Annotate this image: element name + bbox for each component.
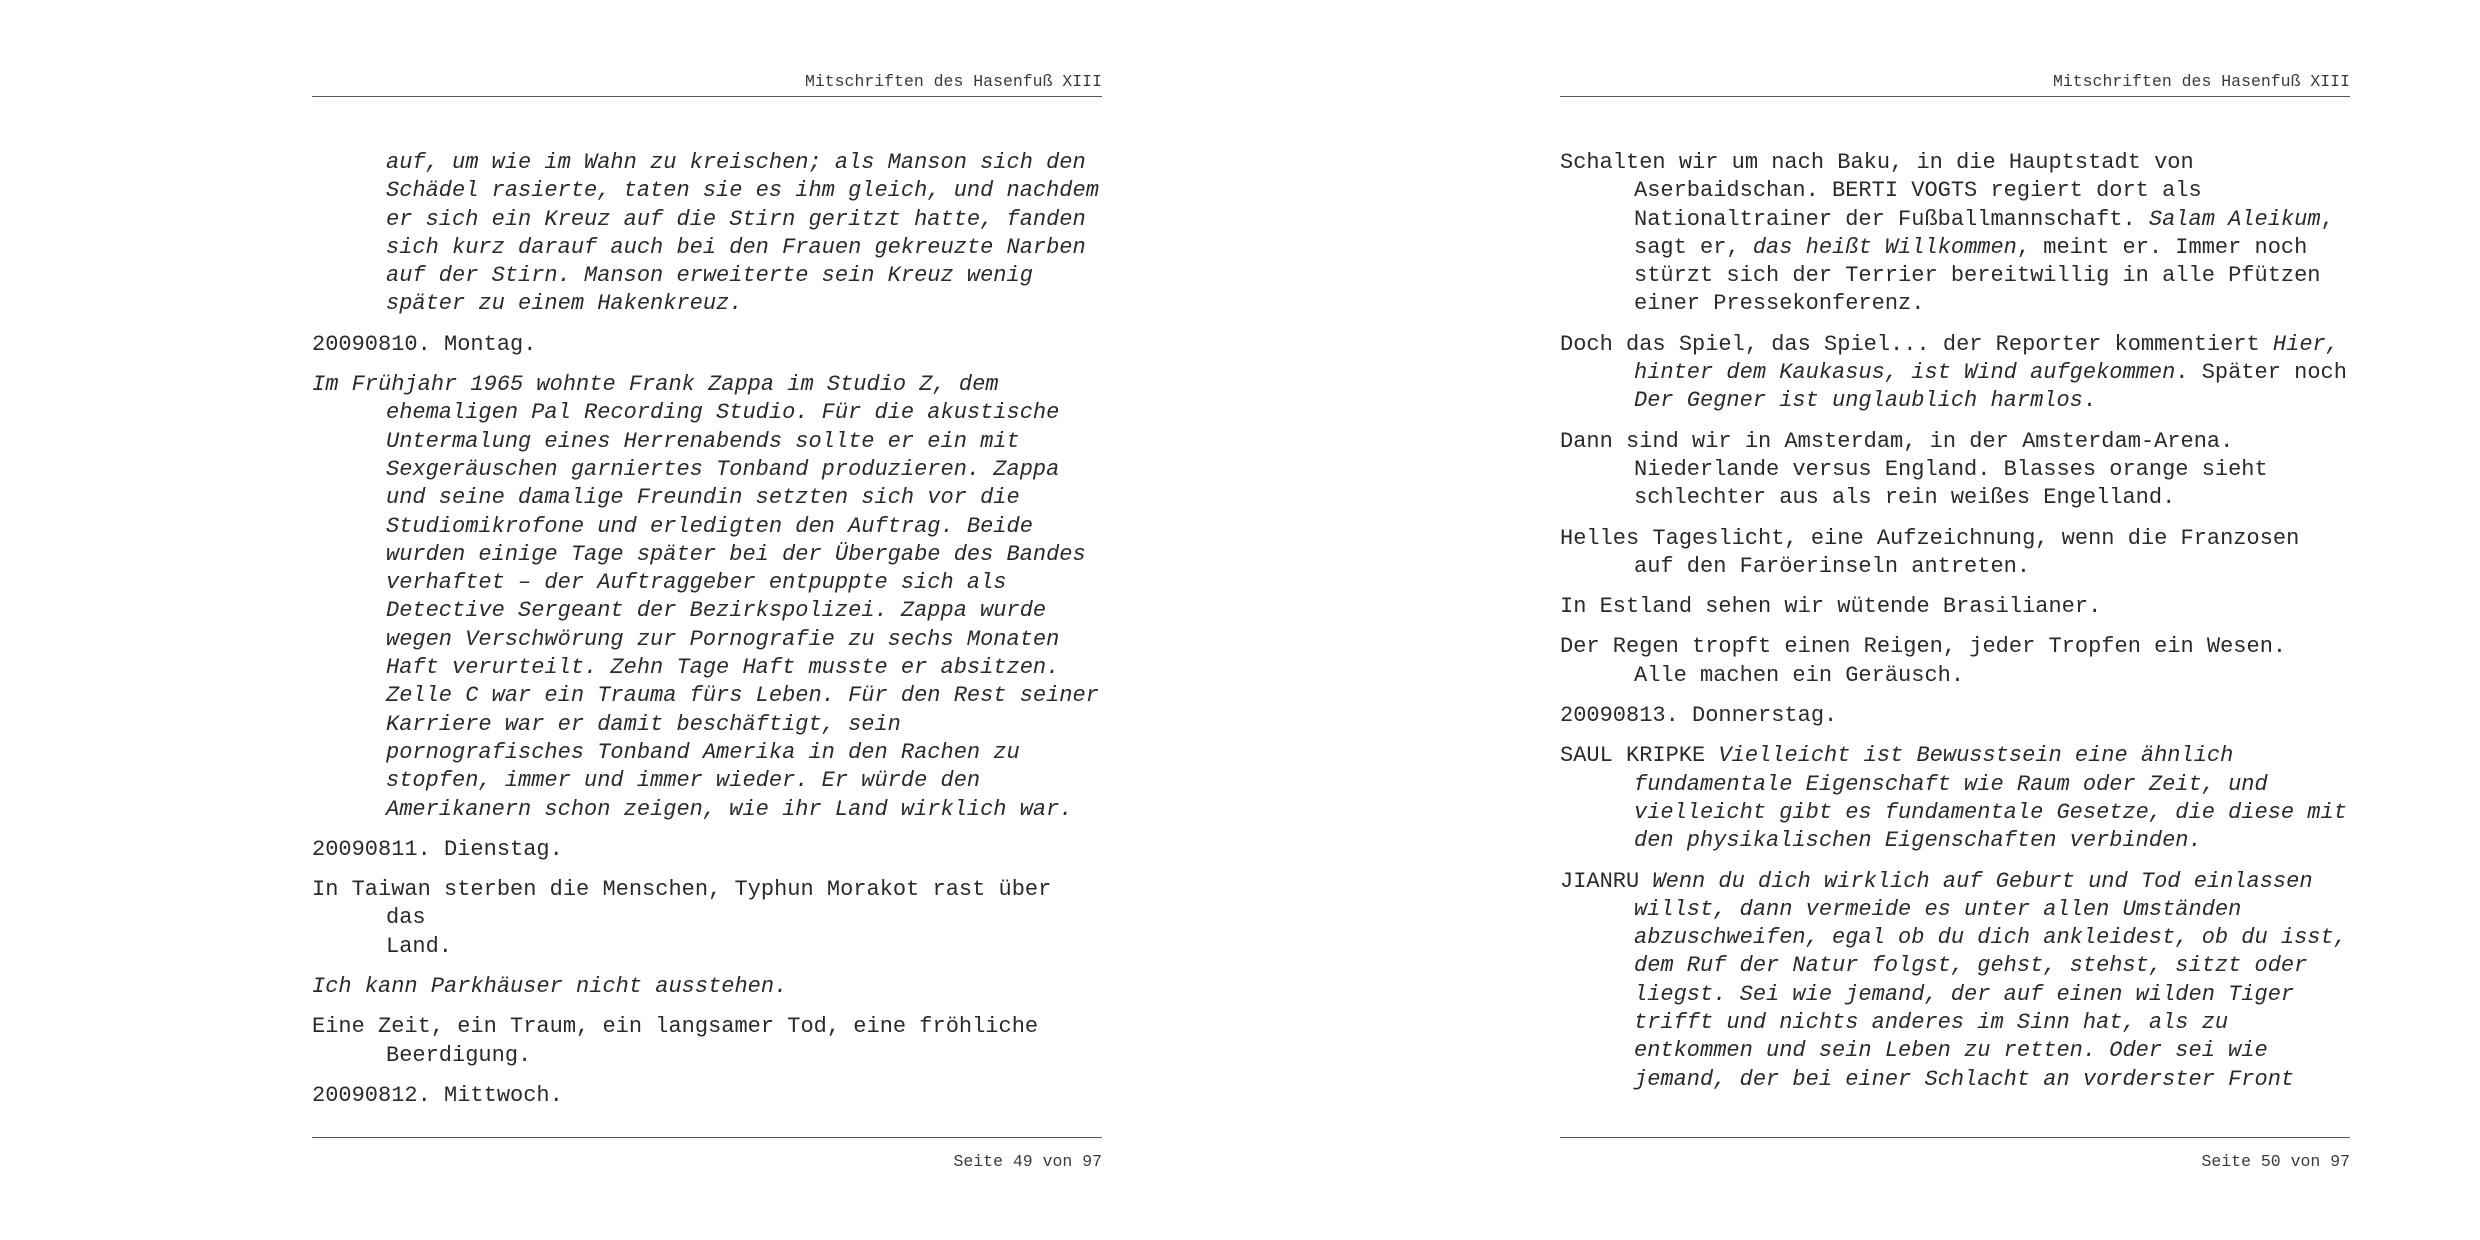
right-page-body	[1560, 149, 2350, 1106]
right-page	[1560, 0, 2350, 1240]
left-page	[312, 0, 1102, 1240]
paragraph-manson: auf, um wie im Wahn zu kreischen; als Manson sich den Schädel rasierte, taten sie es ihm gleich, und nachdem er sich ein Kreuz auf die Stirn geritzt hatte, fanden sich kurz darauf auch bei den Frauen gekreuzte Narben auf der Stirn. Manson erweiterte sein Kreuz wenig später zu einem Hakenkreuz.	[386, 150, 1099, 317]
date-heading: 20090812. Mittwoch.	[312, 1082, 563, 1108]
left-page-body	[312, 149, 1102, 1122]
paragraph-regen: Der Regen tropft einen Reigen, jeder Tropfen ein Wesen. Alle machen ein Geräusch.	[1560, 634, 2287, 688]
quote-jianru: JIANRU Wenn du dich wirklich auf Geburt und Tod einlassen willst, dann vermeide es unter allen Umständen abzuschweifen, egal ob du dich ankleidest, ob du isst, dem Ruf der Natur folgst, gehst, stehst, sitzt oder liegst. Sei wie jemand, der auf einen wilden Tiger trifft und nichts anderes im Sinn hat, als zu entkommen und sein Leben zu retten. Oder sei wie jemand, der bei einer Schlacht an vorderster Front	[1560, 868, 2347, 1092]
footer-rule-left	[312, 1137, 1102, 1138]
paragraph-estland: In Estland sehen wir wütende Brasilianer.	[1560, 594, 2102, 620]
running-header-right: Mitschriften des Hasenfuß XIII	[2052, 72, 2350, 91]
date-heading: 20090813. Donnerstag.	[1560, 703, 1838, 729]
header-rule-left	[312, 96, 1102, 97]
speaker-name: SAUL KRIPKE	[1560, 743, 1706, 769]
paragraph-parkhaeuser: Ich kann Parkhäuser nicht ausstehen.	[312, 974, 788, 1000]
page-number-left: Seite 49 von 97	[953, 1152, 1102, 1171]
speaker-name: JIANRU	[1560, 868, 1640, 894]
paragraph-faroer: Helles Tageslicht, eine Aufzeichnung, wenn die Franzosen auf den Faröerinseln antreten.	[1560, 525, 2300, 579]
paragraph-taiwan: In Taiwan sterben die Menschen, Typhun Morakot rast über das Land.	[312, 877, 1052, 959]
paragraph-zappa: Im Frühjahr 1965 wohnte Frank Zappa im Studio Z, dem ehemaligen Pal Recording Studio. Für die akustische Untermalung eines Herrenabends sollte er ein mit Sexgeräuschen garniertes Tonband produzieren. Zappa und seine damalige Freundin setzten sich vor die Studiomikrofone und erledigten den Auftrag. Beide wurden einige Tage später bei der Übergabe des Bandes verhaftet – der Auftraggeber entpuppte sich als Detective Sergeant der Bezirkspolizei. Zappa wurde wegen Verschwörung zur Pornografie zu sechs Monaten Haft verurteilt. Zehn Tage Haft musste er absitzen. Zelle C war ein Trauma fürs Leben. Für den Rest seiner Karriere war er damit beschäftigt, sein pornografisches Tonband Amerika in den Rachen zu stopfen, immer und immer wieder. Er würde den Amerikanern schon zeigen, wie ihr Land wirklich war.	[312, 372, 1099, 822]
date-heading: 20090811. Dienstag.	[312, 836, 563, 862]
quote-kripke: SAUL KRIPKE Vielleicht ist Bewusstsein eine ähnlich fundamentale Eigenschaft wie Raum oder Zeit, und vielleicht gibt es fundamentale Gesetze, die diese mit den physikalischen Eigenschaften verbinden.	[1560, 743, 2347, 854]
footer-rule-right	[1560, 1137, 2350, 1138]
paragraph-baku: Schalten wir um nach Baku, in die Hauptstadt von Aserbaidschan. BERTI VOGTS regiert dort als Nationaltrainer der Fußballmannschaft. Salam Aleikum, sagt er, das heißt Willkommen, meint er. Immer noch stürzt sich der Terrier bereitwillig in alle Pfützen einer Pressekonferenz.	[1560, 150, 2334, 317]
paragraph-beerdigung: Eine Zeit, ein Traum, ein langsamer Tod, eine fröhliche Beerdigung.	[312, 1014, 1039, 1068]
running-header-left: Mitschriften des Hasenfuß XIII	[804, 72, 1102, 91]
header-rule-right	[1560, 96, 2350, 97]
date-heading: 20090810. Montag.	[312, 331, 537, 357]
paragraph-amsterdam: Dann sind wir in Amsterdam, in der Amsterdam-Arena. Niederlande versus England. Blasses orange sieht schlechter aus als rein weißes Engelland.	[1560, 428, 2268, 511]
paragraph-spiel: Doch das Spiel, das Spiel... der Reporter kommentiert Hier, hinter dem Kaukasus, ist Wind aufgekommen. Später noch Der Gegner ist unglaublich harmlos.	[1560, 331, 2347, 414]
page-number-right: Seite 50 von 97	[2201, 1152, 2350, 1171]
